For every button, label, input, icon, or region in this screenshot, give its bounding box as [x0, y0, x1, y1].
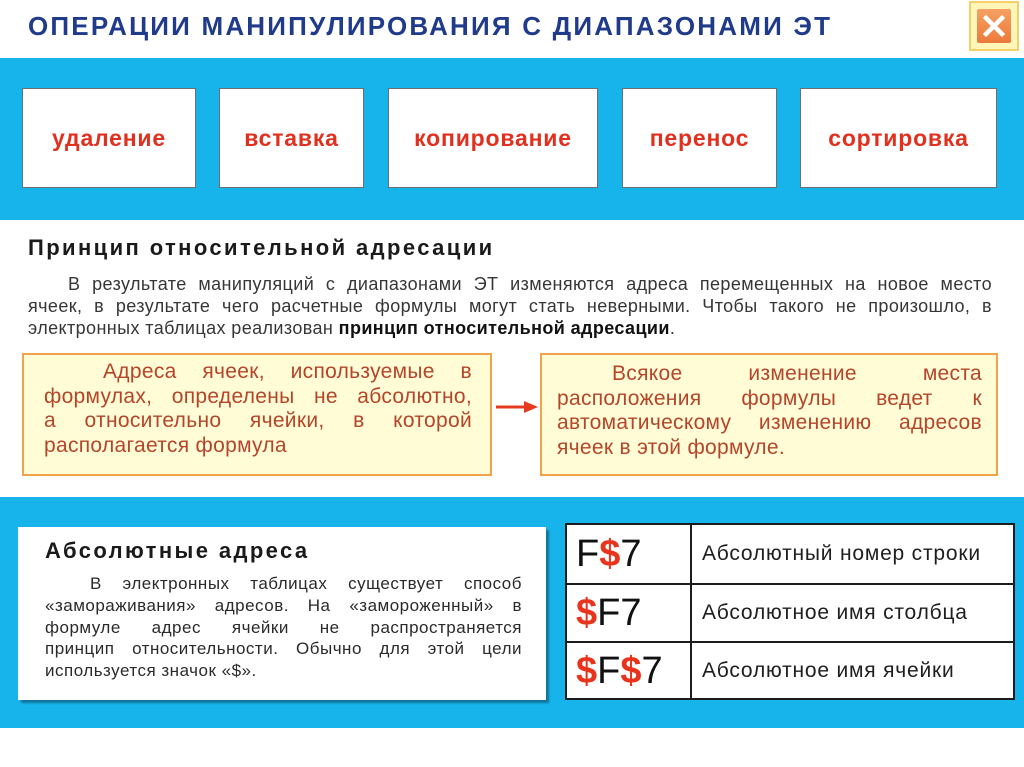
section-heading: Принцип относительной адресации — [28, 235, 495, 260]
operation-sort-button[interactable]: сортировка — [800, 88, 997, 188]
address-char: 7 — [641, 649, 663, 692]
paragraph-period: . — [669, 318, 676, 338]
arrow-right-icon — [494, 398, 540, 416]
address-char: F — [597, 592, 621, 634]
paragraph-line: используется значок «$». — [45, 661, 257, 681]
slide-title: ОПЕРАЦИИ МАНИПУЛИРОВАНИЯ С ДИАПАЗОНАМИ ЭТ — [28, 11, 833, 41]
address-cell — [566, 524, 691, 584]
note-box-formula-move — [540, 353, 998, 476]
paragraph-line: формуле адрес ячейки не распространяется — [45, 617, 522, 637]
close-icon — [977, 9, 1011, 43]
note-box-relative-addresses — [22, 353, 492, 476]
card-heading: Абсолютные адреса — [45, 538, 310, 563]
description-cell: Абсолютный номер строки — [691, 524, 1014, 584]
address-types-table — [565, 523, 1015, 700]
note-line: Адреса ячеек, используемые в — [103, 360, 472, 383]
paragraph-line: В электронных таблицах существует способ — [90, 574, 522, 593]
note-line: располагается формула — [44, 433, 287, 457]
address-cell — [566, 642, 691, 699]
absolute-addressing-band — [0, 497, 1024, 728]
relative-paragraph — [28, 273, 992, 339]
table-row — [566, 584, 1014, 642]
operation-move-button[interactable]: перенос — [622, 88, 777, 188]
close-button[interactable] — [969, 1, 1019, 51]
paragraph-text: электронных таблицах реализован — [28, 318, 334, 338]
address-char: F — [597, 649, 621, 692]
dollar-sign: $ — [576, 592, 598, 634]
note-line: а относительно ячейки, в которой — [44, 409, 472, 432]
operations-band — [0, 58, 1024, 220]
note-line: ячеек в этой формуле. — [557, 435, 785, 459]
dollar-sign: $ — [620, 649, 642, 692]
address-char: 7 — [620, 592, 642, 634]
paragraph-line — [28, 317, 992, 339]
operation-delete-button[interactable]: удаление — [22, 88, 196, 188]
note-line: автоматическому изменению адресов — [557, 411, 982, 434]
absolute-paragraph — [45, 573, 522, 682]
description-cell: Абсолютное имя столбца — [691, 584, 1014, 642]
absolute-addresses-card — [18, 527, 546, 700]
paragraph-line: В результате манипуляций с диапазонами ЭТ изменяются адреса перемещенных на новое место — [68, 274, 992, 294]
operation-insert-button[interactable]: вставка — [219, 88, 364, 188]
dollar-sign: $ — [576, 649, 598, 692]
note-line: формулах, определены не абсолютно, — [44, 384, 472, 408]
table-row — [566, 524, 1014, 584]
address-cell — [566, 584, 691, 642]
paragraph-line: «замораживания» адресов. На «замороженный» в — [45, 595, 522, 615]
table-row — [566, 642, 1014, 699]
note-line: расположения формулы ведет к — [557, 386, 982, 410]
paragraph-line: ячеек, в результате чего расчетные формулы могут стать неверными. Чтобы такого не произошло, в — [28, 296, 992, 316]
note-line: Всякое изменение места — [612, 362, 982, 385]
description-cell: Абсолютное имя ячейки — [691, 642, 1014, 699]
paragraph-line: принцип относительности. Обычно для этой цели — [45, 639, 522, 659]
relative-addressing-section — [0, 220, 1024, 497]
address-char: 7 — [620, 533, 642, 575]
address-char: F — [576, 533, 600, 575]
dollar-sign: $ — [599, 533, 621, 575]
operation-copy-button[interactable]: копирование — [388, 88, 598, 188]
paragraph-emphasis: принцип относительной адресации — [338, 318, 670, 338]
